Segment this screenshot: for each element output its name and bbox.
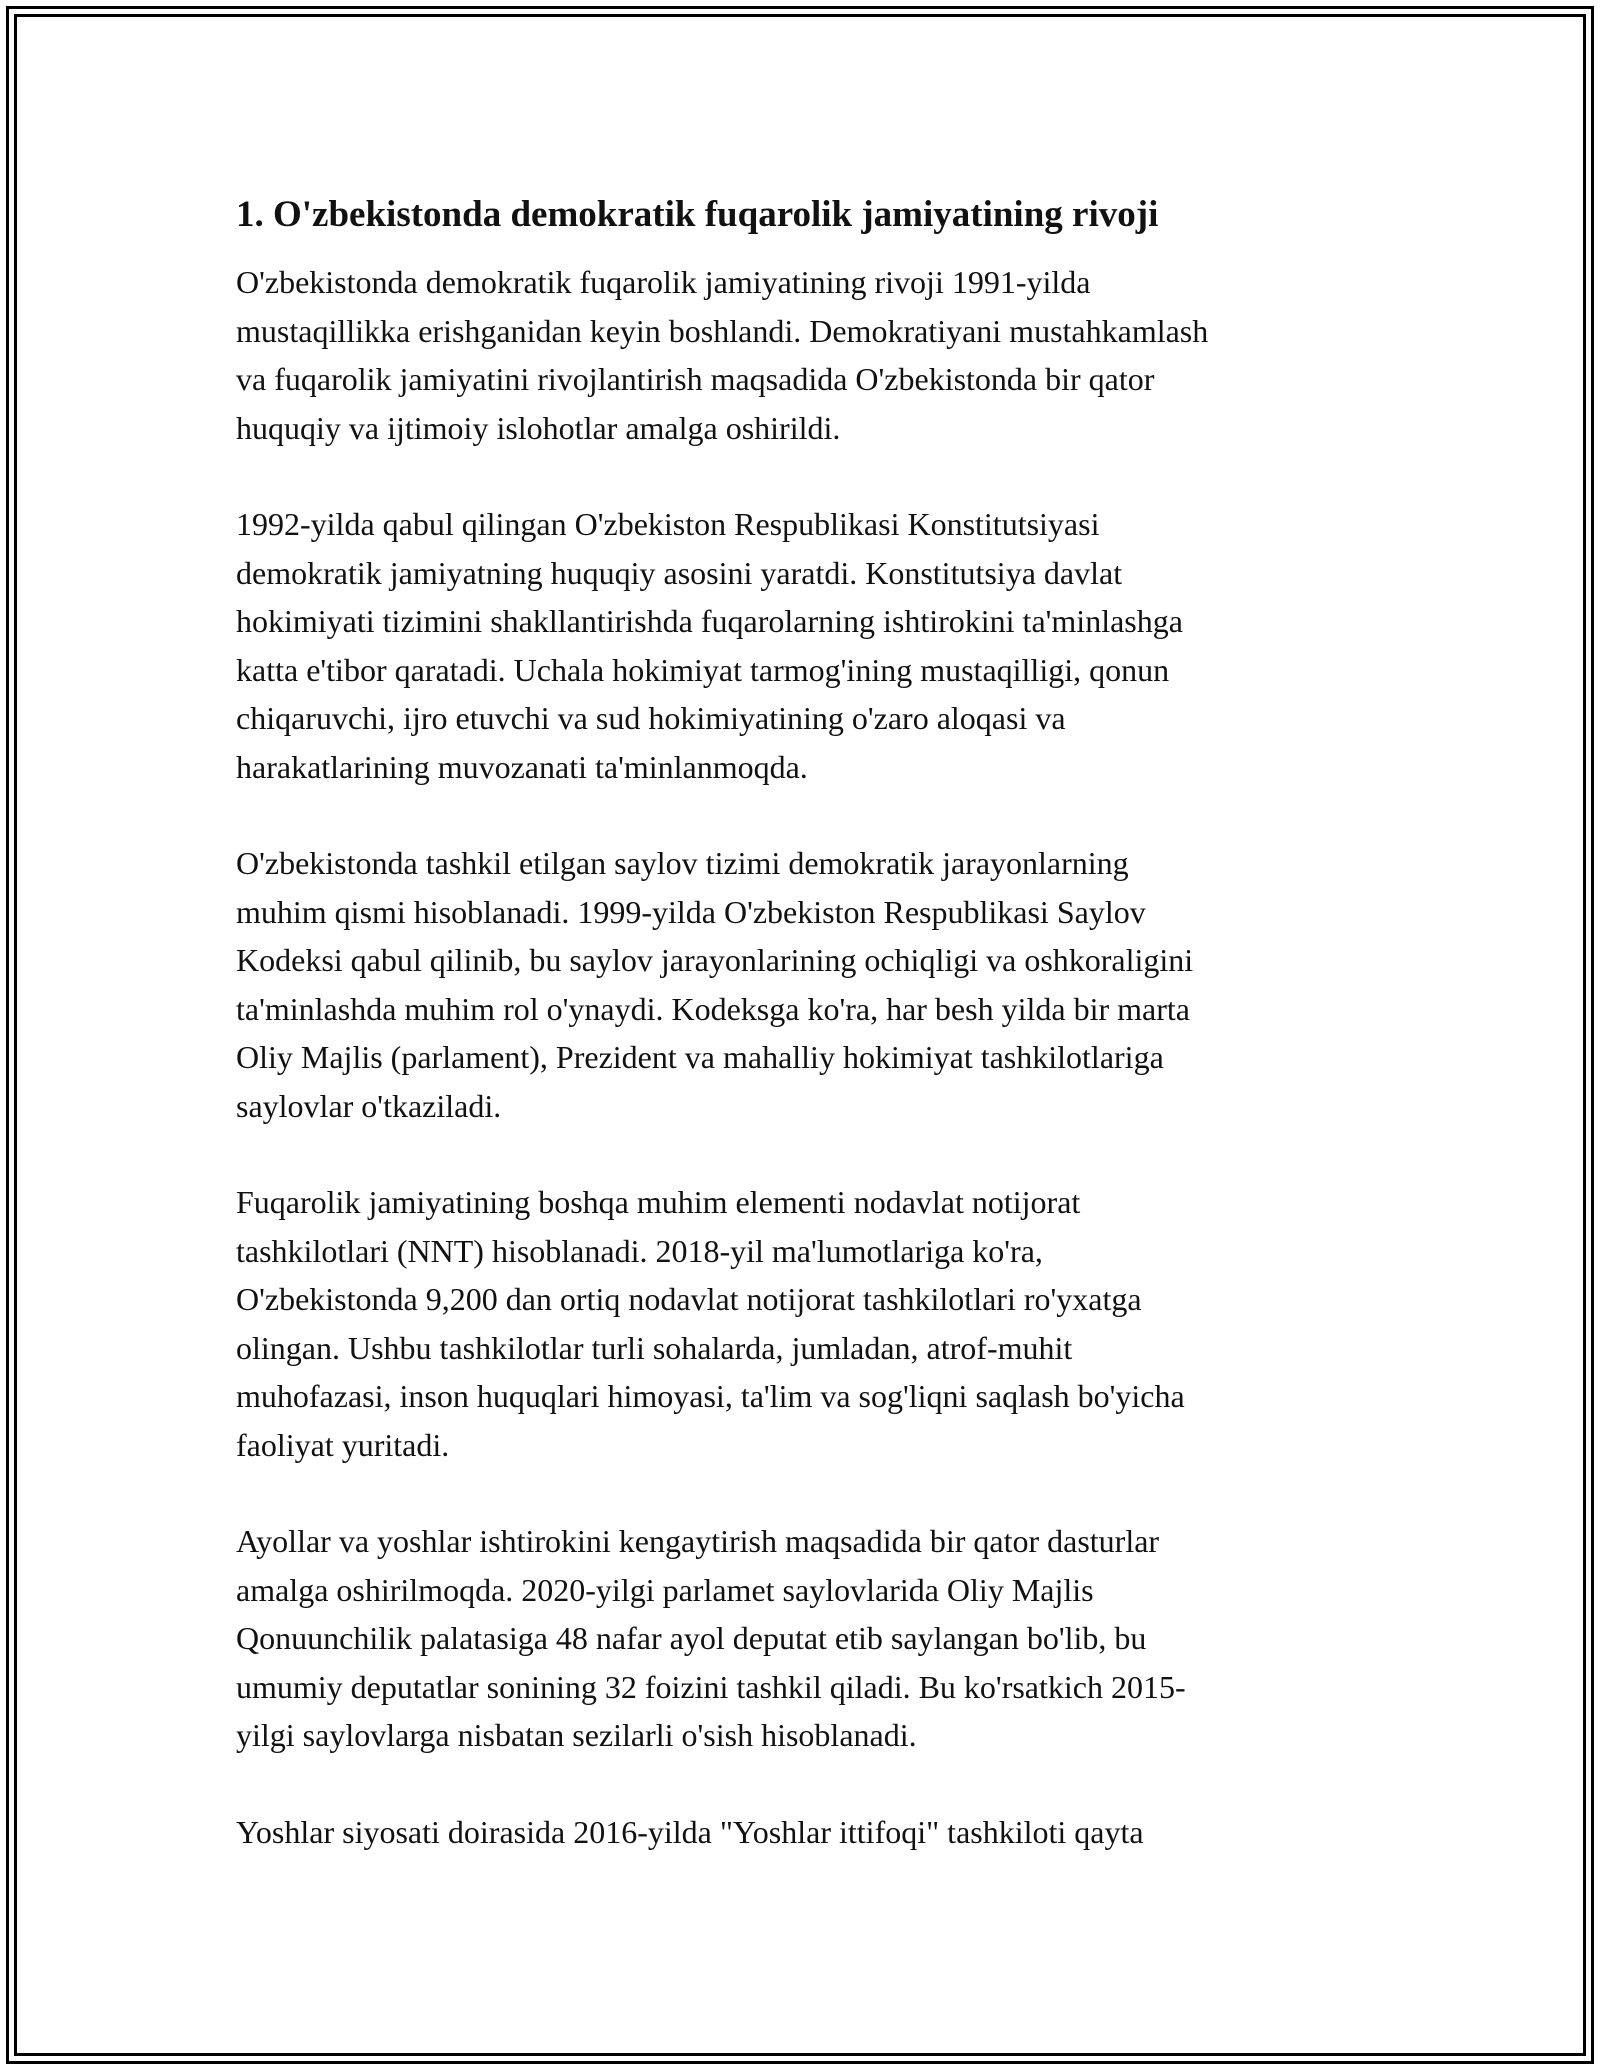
paragraph xyxy=(236,1808,1366,1857)
paragraph-line: saylovlar o'tkaziladi. xyxy=(236,1087,502,1124)
paragraph-line: harakatlarining muvozanati ta'minlanmoqda. xyxy=(236,748,808,785)
paragraph-line: ta'minlashda muhim rol o'ynaydi. Kodeksga ko'ra, har besh yilda bir marta xyxy=(236,990,1190,1027)
paragraph-line: Kodeksi qabul qilinib, bu saylov jarayonlarining ochiqligi va oshkoraligini xyxy=(236,942,1194,978)
paragraph-line: Ayollar va yoshlar ishtirokini kengaytirish maqsadida bir qator dasturlar xyxy=(236,1523,1160,1559)
paragraph xyxy=(236,1178,1366,1469)
document-title: 1. O'zbekistonda demokratik fuqarolik jamiyatining rivoji xyxy=(236,194,1159,235)
paragraph xyxy=(236,500,1366,791)
paragraph-line: O'zbekistonda 9,200 dan ortiq nodavlat notijorat tashkilotlari ro'yxatga xyxy=(236,1281,1142,1317)
document-body xyxy=(236,188,1366,1904)
paragraph-line: Fuqarolik jamiyatining boshqa muhim elementi nodavlat notijorat xyxy=(236,1184,1081,1220)
paragraph-line: hokimiyati tizimini shakllantirishda fuqarolarning ishtirokini ta'minlashga xyxy=(236,603,1183,639)
paragraph-line: amalga oshirilmoqda. 2020-yilgi parlamet saylovlarida Oliy Majlis xyxy=(236,1571,1094,1608)
paragraph-line: O'zbekistonda demokratik fuqarolik jamiyatining rivoji 1991-yilda xyxy=(236,264,1091,300)
paragraph-line: O'zbekistonda tashkil etilgan saylov tizimi demokratik jarayonlarning xyxy=(236,845,1129,881)
paragraph-line: demokratik jamiyatning huquqiy asosini yaratdi. Konstitutsiya davlat xyxy=(236,554,1123,591)
paragraph-line: faoliyat yuritadi. xyxy=(236,1426,450,1463)
paragraph xyxy=(236,1517,1366,1760)
paragraph-line: Qonuunchilik palatasiga 48 nafar ayol deputat etib saylangan bo'lib, bu xyxy=(236,1620,1147,1656)
paragraph xyxy=(236,839,1366,1130)
paragraph-line: umumiy deputatlar sonining 32 foizini tashkil qiladi. Bu ko'rsatkich 2015- xyxy=(236,1668,1186,1705)
paragraph-line: Yoshlar siyosati doirasida 2016-yilda "Yoshlar ittifoqi" tashkiloti qayta xyxy=(236,1813,1144,1850)
paragraph-line: tashkilotlari (NNT) hisoblanadi. 2018-yil ma'lumotlariga ko'ra, xyxy=(236,1232,1043,1269)
paragraph-line: huquqiy va ijtimoiy islohotlar amalga oshirildi. xyxy=(236,409,841,446)
paragraph-line: katta e'tibor qaratadi. Uchala hokimiyat tarmog'ining mustaqilligi, qonun xyxy=(236,651,1170,688)
paragraph-line: yilgi saylovlarga nisbatan sezilarli o'sish hisoblanadi. xyxy=(236,1717,917,1753)
paragraph-line: muhofazasi, inson huquqlari himoyasi, ta'lim va sog'liqni saqlash bo'yicha xyxy=(236,1378,1185,1414)
paragraph-line: Oliy Majlis (parlament), Prezident va mahalliy hokimiyat tashkilotlariga xyxy=(236,1039,1164,1075)
paragraph-line: mustaqillikka erishganidan keyin boshlandi. Demokratiyani mustahkamlash xyxy=(236,312,1209,349)
paragraph xyxy=(236,258,1366,452)
paragraph-line: olingan. Ushbu tashkilotlar turli sohalarda, jumladan, atrof-muhit xyxy=(236,1329,1073,1366)
paragraph-line: chiqaruvchi, ijro etuvchi va sud hokimiyatining o'zaro aloqasi va xyxy=(236,700,1066,736)
paragraph-line: va fuqarolik jamiyatini rivojlantirish maqsadida O'zbekistonda bir qator xyxy=(236,361,1155,397)
paragraph-list xyxy=(236,258,1366,1856)
paragraph-line: 1992-yilda qabul qilingan O'zbekiston Respublikasi Konstitutsiyasi xyxy=(236,506,1100,542)
paragraph-line: muhim qismi hisoblanadi. 1999-yilda O'zbekiston Respublikasi Saylov xyxy=(236,893,1146,930)
